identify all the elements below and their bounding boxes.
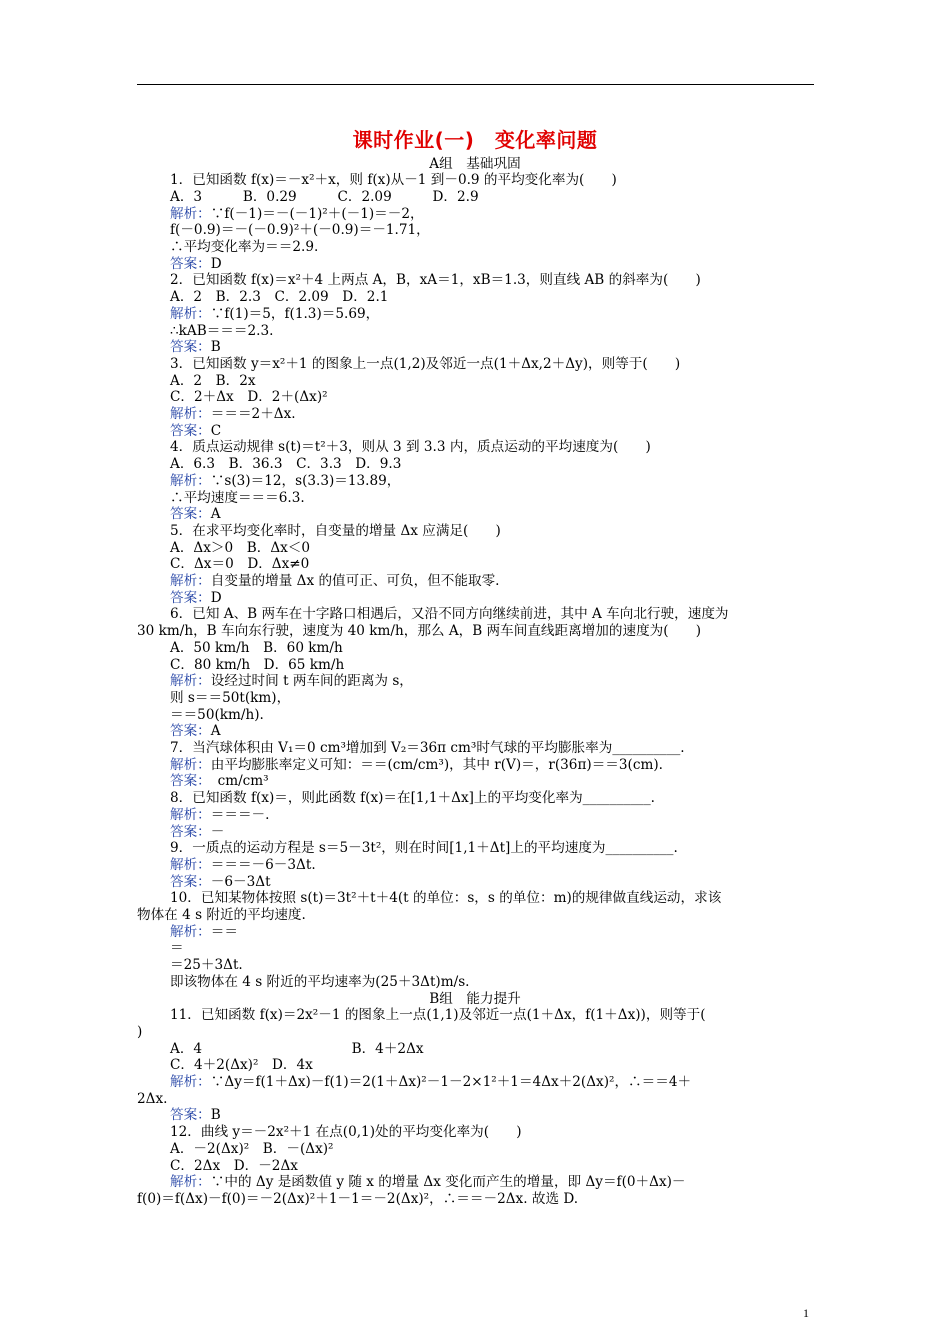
line-text: 则 s＝＝50t(km)， — [170, 689, 291, 706]
line-text: A．－2(Δx)² B．－(Δx)² — [170, 1140, 334, 1157]
line-text: C．4＋2(Δx)² D．4x — [170, 1057, 313, 1074]
text-line — [137, 623, 701, 640]
page-title: 课时作业(一) 变化率问题 — [352, 128, 598, 152]
line-text: ＝＝＝2＋Δx. — [210, 406, 296, 422]
labeled-line — [170, 573, 500, 590]
text-line — [170, 1158, 298, 1175]
text-line — [170, 790, 655, 807]
answer-label: 解析： — [170, 406, 211, 422]
labeled-line — [170, 256, 222, 273]
text-line — [170, 1141, 334, 1158]
line-text: ＝＝ — [210, 923, 238, 940]
labeled-line — [170, 339, 221, 356]
labeled-line — [170, 773, 269, 790]
line-text: 2Δx. — [137, 1090, 168, 1107]
text-line — [170, 523, 501, 540]
line-text: 4．质点运动规律 s(t)＝t²＋3，则从 3 到 3.3 内，质点运动的平均速度为( ) — [170, 439, 651, 456]
answer-label: 解析： — [170, 573, 211, 589]
line-text: 12．曲线 y＝－2x²＋1 在点(0,1)处的平均变化率为( ) — [170, 1124, 522, 1141]
line-text: 3．已知函数 y＝x²＋1 的图象上一点(1,2)及邻近一点(1＋Δx,2＋Δy)，则等于( ) — [170, 355, 681, 372]
answer-label: 解析： — [170, 305, 211, 322]
line-text: f(0)＝f(Δx)－f(0)＝－2(Δx)²＋1－1＝－2(Δx)²，∴＝＝－2Δx. 故选 D. — [137, 1190, 579, 1207]
line-text: ∵中的 Δy 是函数值 y 随 x 的增量 Δx 变化而产生的增量，即 Δy＝f(0＋Δx)－ — [210, 1174, 686, 1191]
line-text: 物体在 4 s 附近的平均速度. — [137, 907, 306, 923]
line-text: f(－0.9)＝－(－0.9)²＋(－0.9)＝－1.71， — [170, 222, 430, 239]
answer-label: 答案： — [170, 589, 211, 606]
line-text: A．4 B．4＋2Δx — [170, 1040, 424, 1057]
line-text: A．2 B．2x — [170, 372, 256, 389]
text-line — [170, 606, 729, 623]
line-text: B — [210, 1107, 221, 1124]
answer-label: 答案： — [170, 422, 211, 439]
line-text: B — [210, 339, 221, 356]
text-line — [170, 890, 721, 907]
line-text: 设经过时间 t 两车间的距离为 s， — [210, 673, 413, 690]
text-line — [170, 456, 401, 473]
text-line — [170, 189, 479, 206]
line-text: C — [210, 422, 222, 439]
answer-label: 解析： — [170, 856, 211, 873]
answer-label: 解析： — [170, 1074, 211, 1090]
line-text: 自变量的增量 Δx 的值可正、可负，但不能取零. — [210, 573, 500, 589]
labeled-line — [170, 924, 238, 941]
labeled-line — [170, 857, 316, 874]
line-text: A．Δx＞0 B．Δx＜0 — [170, 539, 311, 556]
labeled-line — [170, 673, 413, 690]
labeled-line — [170, 874, 271, 891]
labeled-line — [170, 406, 296, 423]
line-text: ∵s(3)＝12，s(3.3)＝13.89， — [210, 472, 401, 489]
answer-label: 答案： — [170, 1107, 211, 1124]
answer-label: 答案： — [170, 339, 211, 356]
line-text: cm/cm³ — [203, 773, 269, 790]
text-line — [137, 1024, 142, 1041]
line-text: ＝25＋3Δt. — [170, 957, 243, 974]
labeled-line — [170, 590, 222, 607]
text-line — [170, 389, 328, 406]
line-text: C．2Δx D．－2Δx — [170, 1157, 298, 1174]
text-line — [170, 957, 243, 974]
line-text: C．Δx＝0 D．Δx≠0 — [170, 556, 310, 573]
text-line — [170, 1057, 313, 1074]
line-text: 8．已知函数 f(x)＝，则此函数 f(x)＝在[1,1＋Δx]上的平均变化率为__________. — [170, 790, 655, 807]
labeled-line — [170, 757, 663, 774]
labeled-line — [170, 1107, 221, 1124]
labeled-line — [170, 206, 424, 223]
line-text: ∵f(－1)＝－(－1)²＋(－1)＝－2， — [210, 205, 424, 222]
text-line — [170, 690, 290, 707]
line-text: ＝＝＝－. — [210, 806, 270, 823]
text-line — [0, 156, 950, 173]
text-line — [170, 740, 685, 757]
line-text: A组 基础巩固 — [429, 155, 521, 172]
line-text: 11．已知函数 f(x)＝2x²－1 的图象上一点(1,1)及邻近一点(1＋Δx，f(1＋Δx))，则等于( — [170, 1007, 706, 1024]
answer-label: 答案： — [170, 506, 211, 523]
line-text: －6－3Δt — [210, 873, 271, 890]
labeled-line — [170, 723, 221, 740]
line-text: ∴kAB＝＝＝2.3. — [170, 322, 274, 339]
line-text: 7．当汽球体积由 V₁＝0 cm³增加到 V₂＝36π cm³时气球的平均膨胀率为__________. — [170, 740, 685, 756]
line-text: ) — [137, 1023, 143, 1040]
text-line — [170, 1007, 706, 1024]
line-text: 由平均膨胀率定义可知：＝＝(cm/cm³)，其中 r(V)＝，r(36π)＝＝3(cm). — [210, 756, 663, 773]
answer-label: 解析： — [170, 472, 211, 489]
line-text: 30 km/h，B 车向东行驶，速度为 40 km/h，那么 A，B 两车间直线距离增加的速度为( ) — [137, 623, 702, 640]
text-line — [170, 1124, 522, 1141]
line-text: A．2 B．2.3 C．2.09 D．2.1 — [170, 289, 389, 306]
text-line — [0, 991, 950, 1008]
labeled-line — [170, 306, 379, 323]
text-line — [137, 1091, 167, 1108]
text-line — [170, 1041, 424, 1058]
answer-label: 解析： — [170, 756, 211, 773]
text-line — [170, 222, 430, 239]
labeled-line — [170, 423, 221, 440]
labeled-line — [170, 1074, 691, 1091]
line-text: A．3 B．0.29 C．2.09 D．2.9 — [170, 188, 479, 205]
text-line — [170, 490, 305, 507]
answer-label: 答案： — [170, 773, 204, 790]
answer-label: 解析： — [170, 1174, 211, 1191]
answer-label: 解析： — [170, 205, 211, 222]
line-text: 5．在求平均变化率时，自变量的增量 Δx 应满足( ) — [170, 522, 501, 539]
line-text: 1．已知函数 f(x)＝－x²＋x，则 f(x)从－1 到－0.9 的平均变化率为( ) — [170, 172, 617, 189]
line-text: 9．一质点的运动方程是 s＝5－3t²，则在时间[1,1＋Δt]上的平均速度为__________. — [170, 840, 678, 857]
text-line — [170, 439, 651, 456]
labeled-line — [170, 824, 224, 841]
answer-label: 答案： — [170, 873, 211, 890]
labeled-line — [170, 506, 221, 523]
labeled-line — [170, 807, 269, 824]
line-text: ＝ — [170, 940, 184, 957]
text-line — [170, 840, 678, 857]
labeled-line — [170, 473, 400, 490]
line-text: 2．已知函数 f(x)＝x²＋4 上两点 A，B，xA＝1，xB＝1.3，则直线 AB 的斜率为( ) — [170, 272, 701, 289]
line-text: A．6.3 B．36.3 C．3.3 D．9.3 — [170, 456, 402, 473]
text-line — [170, 940, 184, 957]
line-text: ∴平均变化率为＝＝2.9. — [170, 239, 319, 255]
text-line — [170, 356, 680, 373]
line-text: C．80 km/h D．65 km/h — [170, 656, 345, 673]
answer-label: 答案： — [170, 255, 211, 272]
text-line — [170, 640, 343, 657]
text-line — [170, 657, 344, 674]
answer-label: 解析： — [170, 806, 211, 823]
line-text: ∵f(1)＝5，f(1.3)＝5.69， — [210, 305, 380, 322]
line-text: A — [210, 506, 221, 523]
line-text: C．2＋Δx D．2＋(Δx)² — [170, 389, 328, 406]
line-text: ∵Δy＝f(1＋Δx)－f(1)＝2(1＋Δx)²－1－2×1²＋1＝4Δx＋2(Δx)²，∴＝＝4＋ — [210, 1074, 692, 1090]
page-number: 1 — [803, 1306, 809, 1320]
line-text: 即该物体在 4 s 附近的平均速率为(25＋3Δt)m/s. — [170, 973, 470, 990]
answer-label: 答案： — [170, 823, 211, 840]
line-text: － — [210, 823, 225, 840]
line-text: ＝＝＝－6－3Δt. — [210, 856, 316, 873]
answer-label: 答案： — [170, 723, 211, 740]
line-text: A — [210, 723, 221, 740]
text-line — [137, 1191, 578, 1208]
text-line — [170, 556, 309, 573]
answer-label: 解析： — [170, 673, 211, 690]
line-text: 6．已知 A、B 两车在十字路口相遇后，又沿不同方向继续前进，其中 A 车向北行驶，速度为 — [170, 606, 729, 623]
labeled-line — [170, 1174, 686, 1191]
text-line — [170, 707, 264, 724]
text-line — [170, 540, 310, 557]
line-text: B组 能力提升 — [429, 990, 521, 1007]
line-text: A．50 km/h B．60 km/h — [170, 639, 343, 656]
text-line — [137, 907, 306, 924]
line-text: ∴平均速度＝＝＝6.3. — [170, 489, 305, 506]
text-line — [170, 239, 318, 256]
line-text: D — [210, 255, 222, 272]
text-line — [170, 272, 701, 289]
line-text: ＝＝50(km/h). — [170, 706, 264, 723]
text-line — [170, 974, 470, 991]
text-line — [170, 172, 617, 189]
line-text: 10．已知某物体按照 s(t)＝3t²＋t＋4(t 的单位：s，s 的单位：m)的规律做直线运动，求该 — [170, 890, 722, 907]
text-line — [170, 323, 273, 340]
answer-label: 解析： — [170, 923, 211, 940]
line-text: D — [210, 589, 222, 606]
text-line — [170, 289, 388, 306]
text-line — [170, 373, 256, 390]
